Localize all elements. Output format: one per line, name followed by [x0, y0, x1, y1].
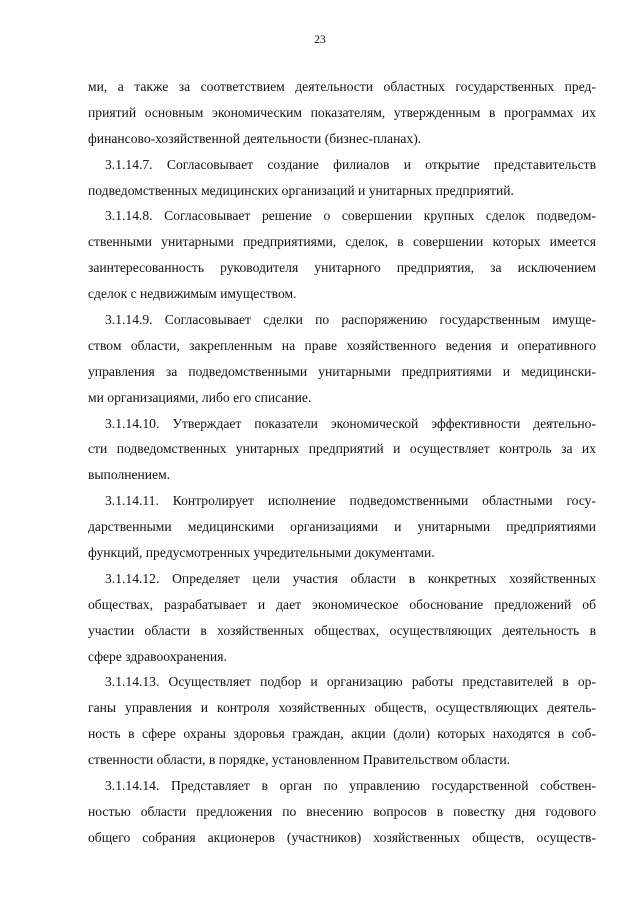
- text-line: обществах, разрабатывает и дает экономическое обоснование предложений об: [88, 596, 596, 612]
- text-line: сфере здравоохранения.: [88, 648, 227, 664]
- paragraph-first-line: 3.1.14.8. Согласовывает решение о совершении крупных сделок подведом-: [105, 208, 596, 224]
- paragraph-first-line: 3.1.14.10. Утверждает показатели экономической эффективности деятельно-: [105, 415, 596, 431]
- text-line: ством области, закрепленным на праве хозяйственного ведения и оперативного: [88, 337, 596, 353]
- text-line: ми, а также за соответствием деятельности областных государственных пред-: [88, 79, 596, 94]
- text-line: общего собрания акционеров (участников) хозяйственных обществ, осуществ-: [88, 829, 596, 845]
- text-line: ностью области предложения по внесению вопросов в повестку дня годового: [88, 803, 596, 819]
- text-line: заинтересованность руководителя унитарного предприятия, за исключением: [88, 260, 596, 276]
- paragraph-first-line: 3.1.14.9. Согласовывает сделки по распоряжению государственным имуще-: [105, 312, 596, 328]
- text-line: управления за подведомственными унитарными предприятиями и медицински-: [88, 363, 596, 379]
- text-line: дарственными медицинскими организациями и унитарными предприятиями: [88, 519, 596, 535]
- text-line: ность в сфере охраны здоровья граждан, акции (доли) которых находятся в соб-: [88, 726, 596, 742]
- text-line: приятий основным экономическим показателям, утвержденным в программах их: [88, 104, 596, 120]
- text-line: сделок с недвижимым имуществом.: [88, 286, 297, 302]
- paragraph-first-line: 3.1.14.11. Контролирует исполнение подведомственными областными госу-: [105, 493, 596, 509]
- document-body: [88, 74, 596, 851]
- text-line: выполнением.: [88, 467, 171, 483]
- paragraph-first-line: 3.1.14.12. Определяет цели участия области в конкретных хозяйственных: [105, 570, 596, 586]
- text-line: ственными унитарными предприятиями, сделок, в совершении которых имеется: [88, 234, 596, 250]
- text-line: финансово-хозяйственной деятельности (бизнес-планах).: [88, 130, 422, 146]
- paragraph-first-line: 3.1.14.14. Представляет в орган по управлению государственной собствен-: [105, 778, 596, 794]
- paragraph-first-line: 3.1.14.7. Согласовывает создание филиалов и открытие представительств: [105, 156, 596, 172]
- text-line: ганы управления и контроля хозяйственных обществ, осуществляющих деятель-: [88, 700, 596, 716]
- text-line: сти подведомственных унитарных предприятий и осуществляет контроль за их: [88, 441, 596, 457]
- text-line: ми организациями, либо его списание.: [88, 389, 312, 405]
- text-line: участии области в хозяйственных обществах, осуществляющих деятельность в: [88, 622, 596, 638]
- text-line: ственности области, в порядке, установленном Правительством области.: [88, 752, 511, 768]
- page-number: 23: [314, 34, 326, 46]
- text-line: функций, предусмотренных учредительными документами.: [88, 545, 435, 561]
- text-line: подведомственных медицинских организаций и унитарных предприятий.: [88, 182, 514, 198]
- paragraph-first-line: 3.1.14.13. Осуществляет подбор и организацию работы представителей в ор-: [105, 674, 596, 690]
